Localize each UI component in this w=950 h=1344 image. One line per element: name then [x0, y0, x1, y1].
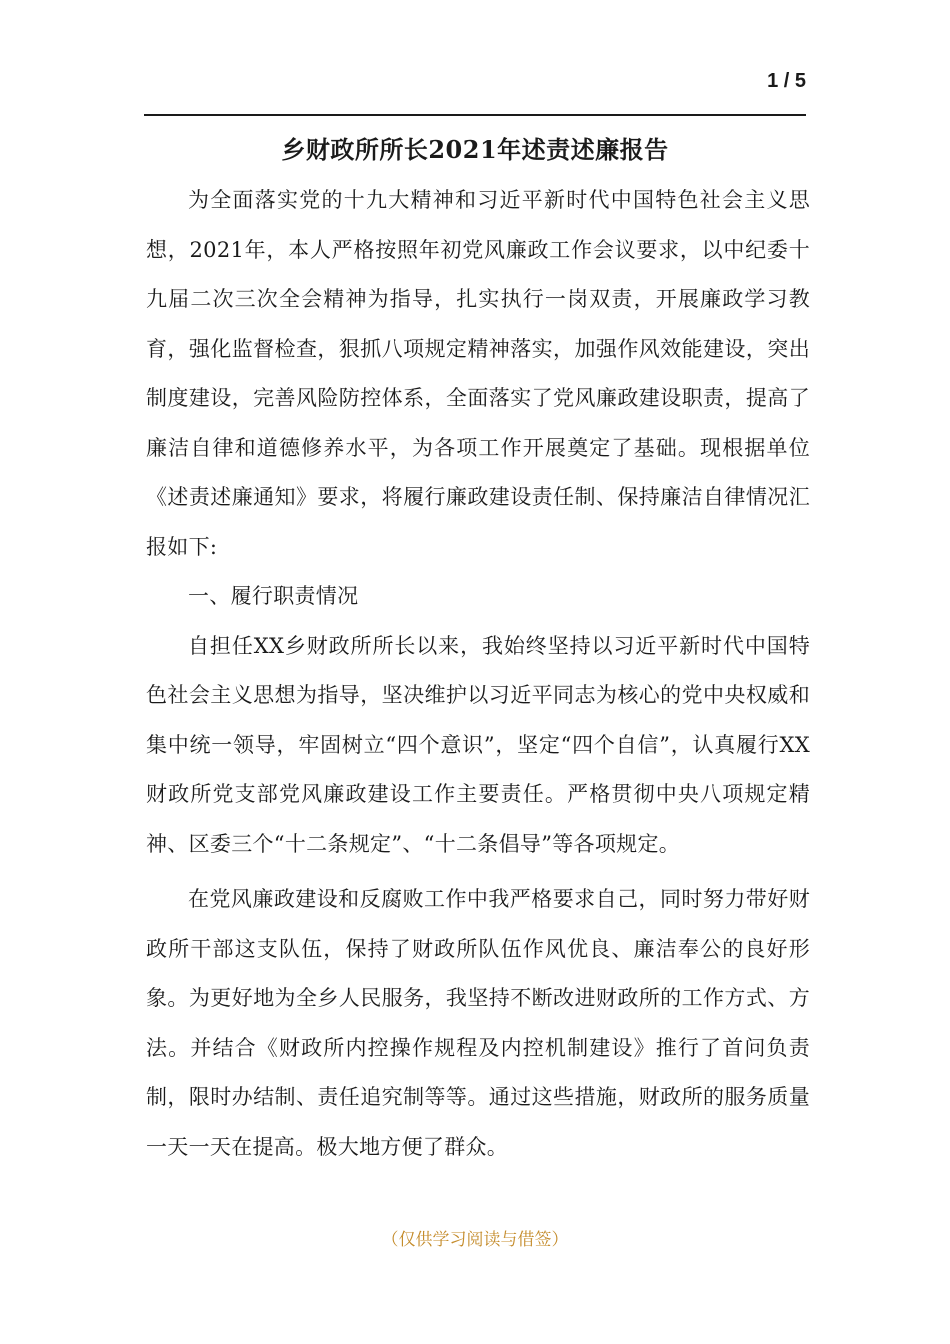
footer-note: （仅供学习阅读与借签）	[381, 1230, 569, 1250]
document-title: 乡财政所所长2021年述责述廉报告	[281, 135, 669, 164]
paragraph-intro: 为全面落实党的十九大精神和习近平新时代中国特色社会主义思想，2021年，本人严格按照年初党风廉政工作会议要求，以中纪委十九届二次三次全会精神为指导，扎实执行一岗双责，开展廉政学习教育，强化监督检查，狠抓八项规定精神落实，加强作风效能建设，突出制度建设，完善风险防控体系，全面落实了党风廉政建设职责，提高了廉洁自律和道德修养水平，为各项工作开展奠定了基础。现根据单位《述责述廉通知》要求，将履行廉政建设责任制、保持廉洁自律情况汇报如下:	[146, 188, 810, 559]
paragraph-integrity: 在党风廉政建设和反腐败工作中我严格要求自己，同时努力带好财政所干部这支队伍，保持了财政所队伍作风优良、廉洁奉公的良好形象。为更好地为全乡人民服务，我坚持不断改进财政所的工作方式、方法。并结合《财政所内控操作规程及内控机制建设》推行了首问负责制，限时办结制、责任追究制等等。通过这些措施，财政所的服务质量一天一天在提高。极大地方便了群众。	[146, 887, 810, 1159]
section-heading-1: 一、履行职责情况	[188, 584, 359, 608]
page-number: 1 / 5	[767, 70, 806, 92]
paragraph-duties: 自担任XX乡财政所所长以来，我始终坚持以习近平新时代中国特色社会主义思想为指导，坚决维护以习近平同志为核心的党中央权威和集中统一领导，牢固树立“四个意识”，坚定“四个自信”，认真履行XX财政所党支部党风廉政建设工作主要责任。严格贯彻中央八项规定精神、区委三个“十二条规定”、“十二条倡导”等各项规定。	[146, 633, 810, 856]
header-rule	[144, 114, 806, 116]
document-body	[146, 176, 810, 1172]
